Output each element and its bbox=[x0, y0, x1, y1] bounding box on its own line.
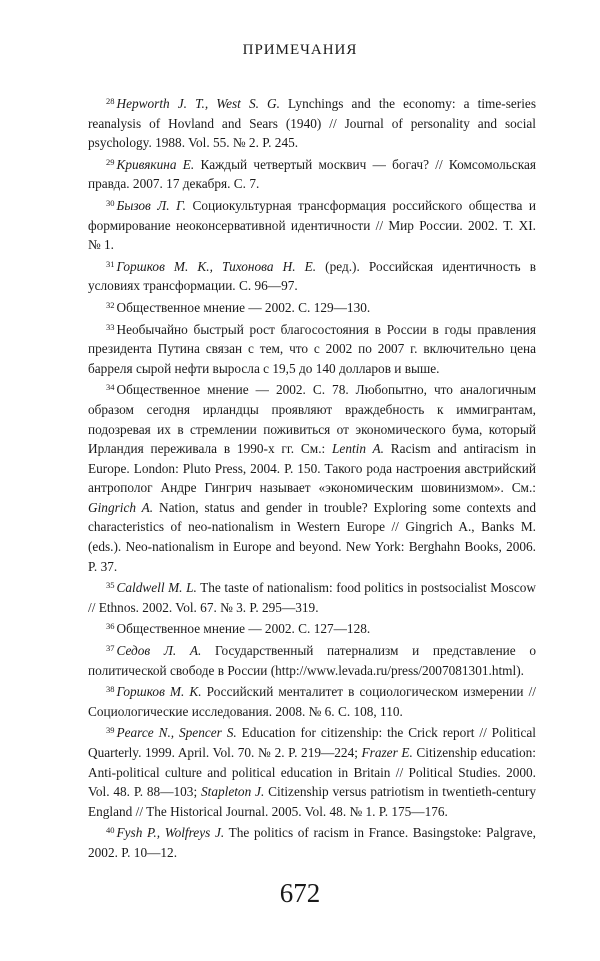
endnote-text: Социокультурная трансформация российского общества и формирование неоконсервативной идентичности // Мир России. 2002. Т. XI. № 1. bbox=[88, 197, 536, 253]
endnote-35 bbox=[88, 576, 536, 617]
endnote-text: (ред.). Российская идентичность в условиях трансформации. С. 96—97. bbox=[88, 258, 536, 294]
page-number: 672 bbox=[279, 878, 321, 908]
endnote-text: The taste of nationalism: food politics in postsocialist Moscow // Ethnos. 2002. Vol. 67. № 3. P. 295—319. bbox=[88, 580, 536, 615]
endnote-30 bbox=[88, 194, 536, 255]
endnote-author: Кривякина Е. bbox=[116, 156, 195, 172]
endnote-text: Каждый четвертый москвич — богач? // Комсомольская правда. 2007. 17 декабря. С. 7. bbox=[88, 156, 536, 192]
endnote-text: Education for citizenship: the Crick report // Political Quarterly. 1999. April. Vol. 70. № 2. P. 219—224; bbox=[88, 725, 536, 760]
endnote-author: Lentin A. bbox=[332, 441, 385, 457]
endnote-37 bbox=[88, 639, 536, 680]
endnote-40 bbox=[88, 821, 536, 862]
endnotes-list bbox=[88, 92, 536, 863]
endnote-number: 35 bbox=[106, 580, 115, 591]
endnote-number: 28 bbox=[106, 96, 115, 106]
endnote-34 bbox=[88, 378, 536, 576]
endnote-38 bbox=[88, 680, 536, 721]
endnote-29 bbox=[88, 153, 536, 194]
endnote-number: 30 bbox=[106, 197, 115, 208]
endnote-text: Общественное мнение — 2002. С. 129—130. bbox=[116, 299, 371, 315]
endnote-number: 34 bbox=[106, 382, 115, 393]
endnote-author: Hepworth J. T., West S. G. bbox=[116, 96, 280, 111]
endnote-text: Lynchings and the economy: a time-series reanalysis of Hovland and Sears (1940) // Journal of personality and social psychology. 1988. Vol. 55. № 2. P. 245. bbox=[88, 96, 537, 151]
endnote-author: Бызов Л. Г. bbox=[116, 197, 186, 213]
endnote-author: Stapleton J. bbox=[200, 784, 265, 800]
running-head: ПРИМЕЧАНИЯ bbox=[242, 42, 358, 58]
endnote-33 bbox=[88, 318, 536, 379]
endnote-author: Fysh P., Wolfreys J. bbox=[116, 825, 225, 841]
endnote-number: 39 bbox=[106, 725, 115, 736]
endnote-28 bbox=[88, 92, 536, 153]
endnote-author: Горшков М. К., Тихонова Н. Е. bbox=[116, 258, 317, 274]
endnote-number: 32 bbox=[106, 299, 115, 310]
endnote-author: Frazer E. bbox=[361, 745, 413, 760]
endnote-31 bbox=[88, 255, 536, 296]
endnote-number: 40 bbox=[106, 825, 115, 836]
endnote-number: 37 bbox=[106, 643, 115, 654]
endnote-author: Горшков М. К. bbox=[116, 684, 202, 700]
endnote-text: Необычайно быстрый рост благосостояния в России в годы правления президента Путина связан с тем, что с 2002 по 2007 г. включительно цена барреля сырой нефти выросла с 19,5 до 140 долларов и выше. bbox=[88, 321, 536, 376]
endnote-number: 29 bbox=[106, 156, 115, 167]
endnote-number: 38 bbox=[106, 684, 115, 695]
endnote-author: Caldwell M. L. bbox=[116, 580, 197, 596]
endnote-author: Gingrich A. bbox=[88, 499, 154, 515]
endnote-text: Nation, status and gender in trouble? Exploring some contexts and characteristics of neo-nationalism in Western Europe // Gingrich A., Banks M. (eds.). Neo-nationalism in Europe and beyond. New York: Berghahn Books, 2006. P. 37. bbox=[88, 499, 536, 574]
endnote-text: Государственный патернализм и представление о политической свободе в России (http://www.levada.ru/press/2007081301.html). bbox=[88, 643, 537, 678]
endnote-text: Российский менталитет в социологическом измерении // Социологические исследования. 2008. № 6. С. 108, 110. bbox=[88, 684, 536, 719]
endnote-text: Citizenship education: Anti-political culture and political education in Britain // Political Studies. 2000. Vol. 48. P. 88—103; bbox=[88, 745, 536, 800]
endnote-author: Pearce N., Spencer S. bbox=[116, 725, 237, 741]
endnote-author: Седов Л. А. bbox=[116, 643, 202, 659]
endnote-text: Общественное мнение — 2002. С. 127—128. bbox=[116, 621, 371, 637]
endnote-text: Citizenship versus patriotism in twentieth-century England // The Historical Journal. 2005. Vol. 48. № 1. P. 175—176. bbox=[88, 784, 537, 819]
endnote-32 bbox=[88, 296, 536, 318]
endnote-39 bbox=[88, 721, 536, 821]
endnote-text: Общественное мнение — 2002. С. 78. Любопытно, что аналогичным образом сегодня ирландцы проявляют враждебность к иммигрантам, подозревая их в стремлении поживиться от экономического бума, который Ирландия переживала в 1990-х гг. См.: bbox=[88, 382, 536, 457]
endnote-text: Racism and antiracism in Europe. London: Pluto Press, 2004. P. 150. Такого рода настроения австрийский антрополог Андре Гингрич называет «экономическим шовинизмом». См.: bbox=[88, 441, 537, 496]
endnote-number: 36 bbox=[106, 621, 115, 632]
endnote-number: 31 bbox=[106, 258, 115, 269]
endnote-36 bbox=[88, 617, 536, 639]
endnote-text: The politics of racism in France. Basingstoke: Palgrave, 2002. P. 10—12. bbox=[88, 825, 537, 860]
endnote-number: 33 bbox=[106, 321, 115, 332]
